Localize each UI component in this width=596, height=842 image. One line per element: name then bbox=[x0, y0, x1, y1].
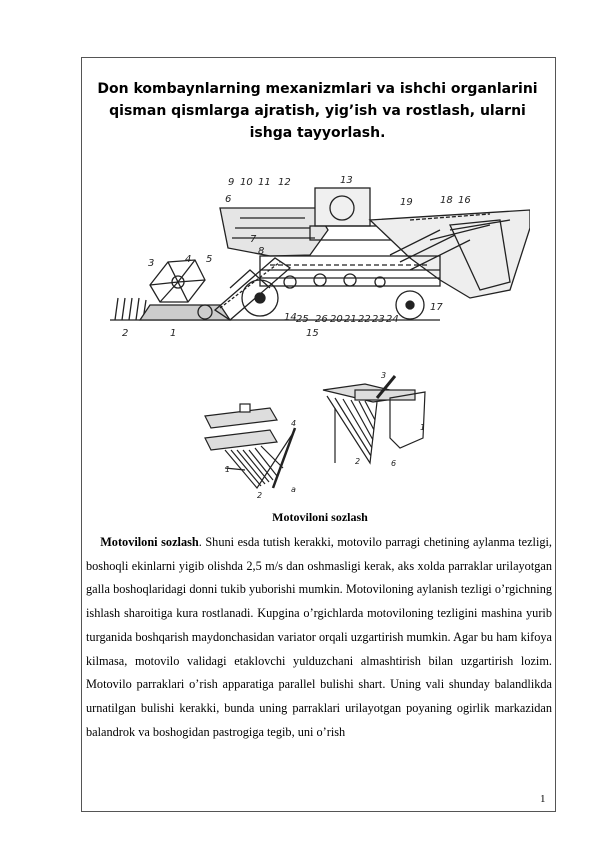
svg-text:14: 14 bbox=[284, 312, 297, 323]
svg-text:24: 24 bbox=[386, 314, 399, 325]
svg-text:23: 23 bbox=[372, 314, 385, 325]
svg-text:2: 2 bbox=[122, 328, 129, 339]
svg-text:20: 20 bbox=[330, 314, 343, 325]
svg-text:13: 13 bbox=[340, 175, 353, 186]
svg-text:6: 6 bbox=[391, 459, 397, 468]
svg-text:22: 22 bbox=[358, 314, 371, 325]
svg-text:12: 12 bbox=[278, 177, 291, 188]
svg-text:11: 11 bbox=[258, 177, 271, 188]
svg-text:4: 4 bbox=[291, 419, 297, 428]
svg-text:19: 19 bbox=[400, 197, 413, 208]
combine-harvester-diagram bbox=[110, 170, 530, 350]
svg-text:18: 18 bbox=[440, 195, 453, 206]
reel-adjustment-diagram bbox=[195, 368, 445, 503]
svg-text:8: 8 bbox=[258, 246, 265, 257]
svg-text:16: 16 bbox=[458, 195, 471, 206]
document-title: Don kombaynlarning mexanizmlari va ishchi organlarini qisman qismlarga ajratish, yig’ish va rostlash, ularni ishga tayyorlash. bbox=[97, 81, 538, 141]
body-paragraph bbox=[86, 531, 552, 744]
svg-text:2: 2 bbox=[257, 491, 263, 500]
svg-text:1: 1 bbox=[170, 328, 177, 339]
figure-caption: Motoviloni sozlash bbox=[272, 510, 368, 524]
svg-text:4: 4 bbox=[185, 254, 192, 265]
svg-text:9: 9 bbox=[228, 177, 235, 188]
svg-text:1: 1 bbox=[420, 423, 426, 432]
svg-text:3: 3 bbox=[148, 258, 155, 269]
svg-text:10: 10 bbox=[240, 177, 253, 188]
svg-text:1: 1 bbox=[225, 465, 231, 474]
svg-text:5: 5 bbox=[206, 254, 213, 265]
svg-text:17: 17 bbox=[430, 302, 443, 313]
svg-text:21: 21 bbox=[344, 314, 357, 325]
svg-text:6: 6 bbox=[225, 194, 232, 205]
svg-text:15: 15 bbox=[306, 328, 319, 339]
svg-text:26: 26 bbox=[315, 314, 328, 325]
paragraph-lead: Motoviloni sozlash bbox=[100, 535, 199, 549]
page-number: 1 bbox=[540, 793, 546, 805]
svg-text:2: 2 bbox=[355, 457, 361, 466]
svg-text:3: 3 bbox=[381, 371, 387, 380]
paragraph-text: . Shuni esda tutish kerakki, motovilo parragi chetining aylanma tezligi, boshoqli ekinlarni yigib olishda 2,5 m/s dan oshmasligi kerak, aks xolda parraklar urilayotgan galla boshoqlaridagi donni tukib yuborishi mumkin. Motoviloning aylanish tezligi o’rgichning ishlash sharoitiga kura rostlanadi. Kupgina o’rgichlarda motoviloning tezligini mashina yurib turganida boshqarish maydonchasidan variator orqali uzgartirish mumkin. Agar bu ham kifoya kilmasa, motovilo validagi etaklovchi yulduzchani almashtirish bilan uzgartirish lozim. Motovilo parraklari o’rish apparatiga parallel bulishi shart. Uning vali shunday balandlikda urnatilgan bulishi kerakki, bunda uning parraklari urilayotgan poyaning ogirlik markazidan balandrok va boshogidan pastrogiga tegib, uni o’rish bbox=[86, 535, 553, 739]
svg-text:a: a bbox=[291, 485, 296, 494]
svg-text:25: 25 bbox=[296, 314, 309, 325]
svg-text:7: 7 bbox=[250, 234, 257, 245]
